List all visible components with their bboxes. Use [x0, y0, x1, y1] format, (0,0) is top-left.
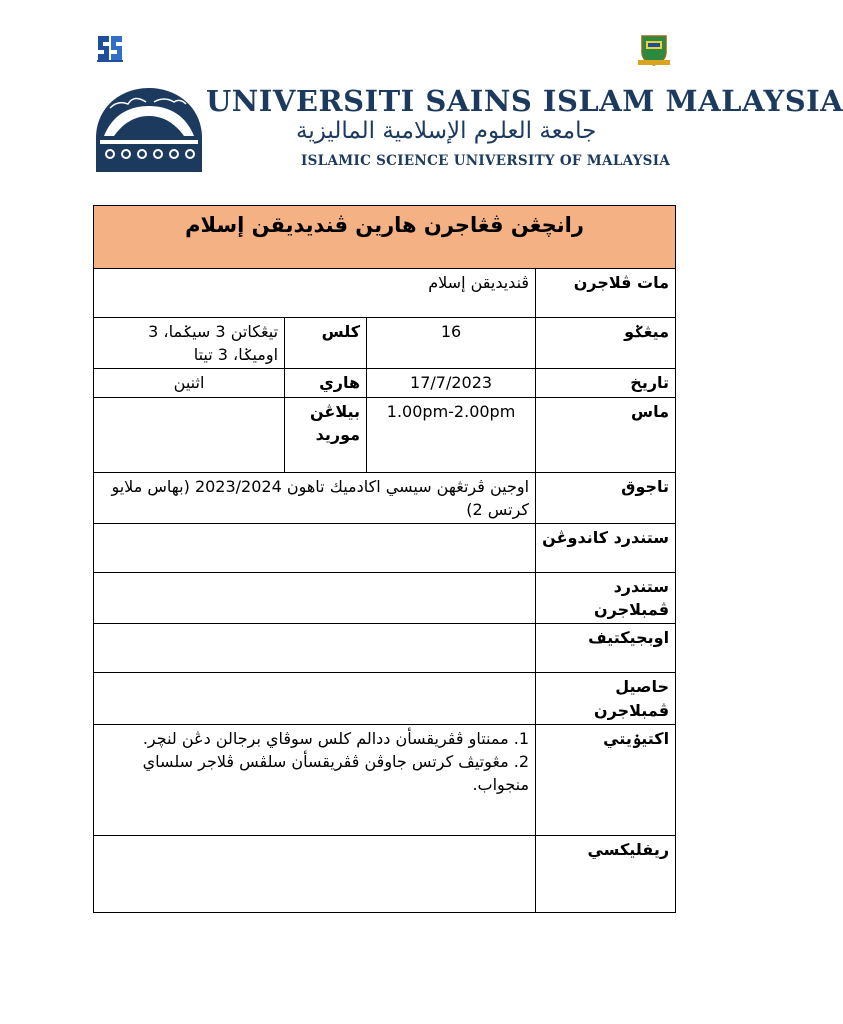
date-label: تاريخ: [536, 369, 676, 397]
learning-outcome-value: [94, 673, 536, 724]
activity-item: 1. ممنتاو ڤڤريقسأن ددالم كلس سوڤاي برجالن دڠن لنچر.: [142, 728, 530, 748]
objective-value: [94, 624, 536, 673]
university-name-arabic: جامعة العلوم الإسلامية الماليزية: [296, 118, 597, 144]
date-value: 17/7/2023: [367, 369, 536, 397]
school-crest-icon: [636, 32, 672, 68]
topic-value: اوجين ڤرتڠهن سيسي اكادميك تاهون 2023/2024 (بهاس ملايو كرتس 2): [94, 472, 536, 523]
lesson-plan-title: رانچڠن ڤڠاجرن هارين ڤنديديقن إسلام: [94, 206, 676, 269]
topic-label: تاجوق: [536, 472, 676, 523]
kpm-logo-icon: [94, 32, 126, 64]
topic-row: [94, 472, 676, 523]
learning-outcome-row: [94, 673, 676, 724]
time-row: [94, 397, 676, 472]
activity-value: [94, 724, 536, 835]
subject-row: [94, 269, 676, 318]
week-label: ميڠݢو: [536, 318, 676, 369]
date-row: [94, 369, 676, 397]
subject-value: ڤنديديقن إسلام: [94, 269, 536, 318]
class-label: كلس: [285, 318, 367, 369]
usim-emblem-icon: [94, 86, 204, 172]
activity-label: اكتيۏيتي: [536, 724, 676, 835]
class-value: تيڠكاتن 3 سيݢما، 3 اوميݢا، 3 تيتا: [94, 318, 285, 369]
activity-item: 2. مڠوتيڤ كرتس جاوڤن ڤڤريقسأن سلڤس ڤلاجر سلساي منجواب.: [142, 751, 530, 795]
university-name-english: ISLAMIC SCIENCE UNIVERSITY OF MALAYSIA: [301, 153, 671, 169]
objective-label: اوبجيكتيف: [536, 624, 676, 673]
learning-standard-row: [94, 572, 676, 623]
content-standard-row: [94, 523, 676, 572]
activity-row: [94, 724, 676, 835]
reflection-label: ريفليكسي: [536, 835, 676, 912]
learning-standard-value: [94, 572, 536, 623]
learning-standard-label: ستندرد ڤمبلاجرن: [536, 572, 676, 623]
reflection-value: [94, 835, 536, 912]
students-label: بيلاڠن موريد: [285, 397, 367, 472]
subject-label: مات ڤلاجرن: [536, 269, 676, 318]
day-value: اثنين: [94, 369, 285, 397]
content-standard-label: ستندرد كاندوڠن: [536, 523, 676, 572]
time-label: ماس: [536, 397, 676, 472]
learning-outcome-label: حاصيل ڤمبلاجرن: [536, 673, 676, 724]
reflection-row: [94, 835, 676, 912]
objective-row: [94, 624, 676, 673]
time-value: 1.00pm-2.00pm: [367, 397, 536, 472]
day-label: هاري: [285, 369, 367, 397]
students-value: [94, 397, 285, 472]
week-value: 16: [367, 318, 536, 369]
university-name: UNIVERSITI SAINS ISLAM MALAYSIA: [206, 84, 843, 118]
title-row: [94, 206, 676, 269]
content-standard-value: [94, 523, 536, 572]
lesson-plan-table: [93, 205, 676, 913]
week-row: [94, 318, 676, 369]
